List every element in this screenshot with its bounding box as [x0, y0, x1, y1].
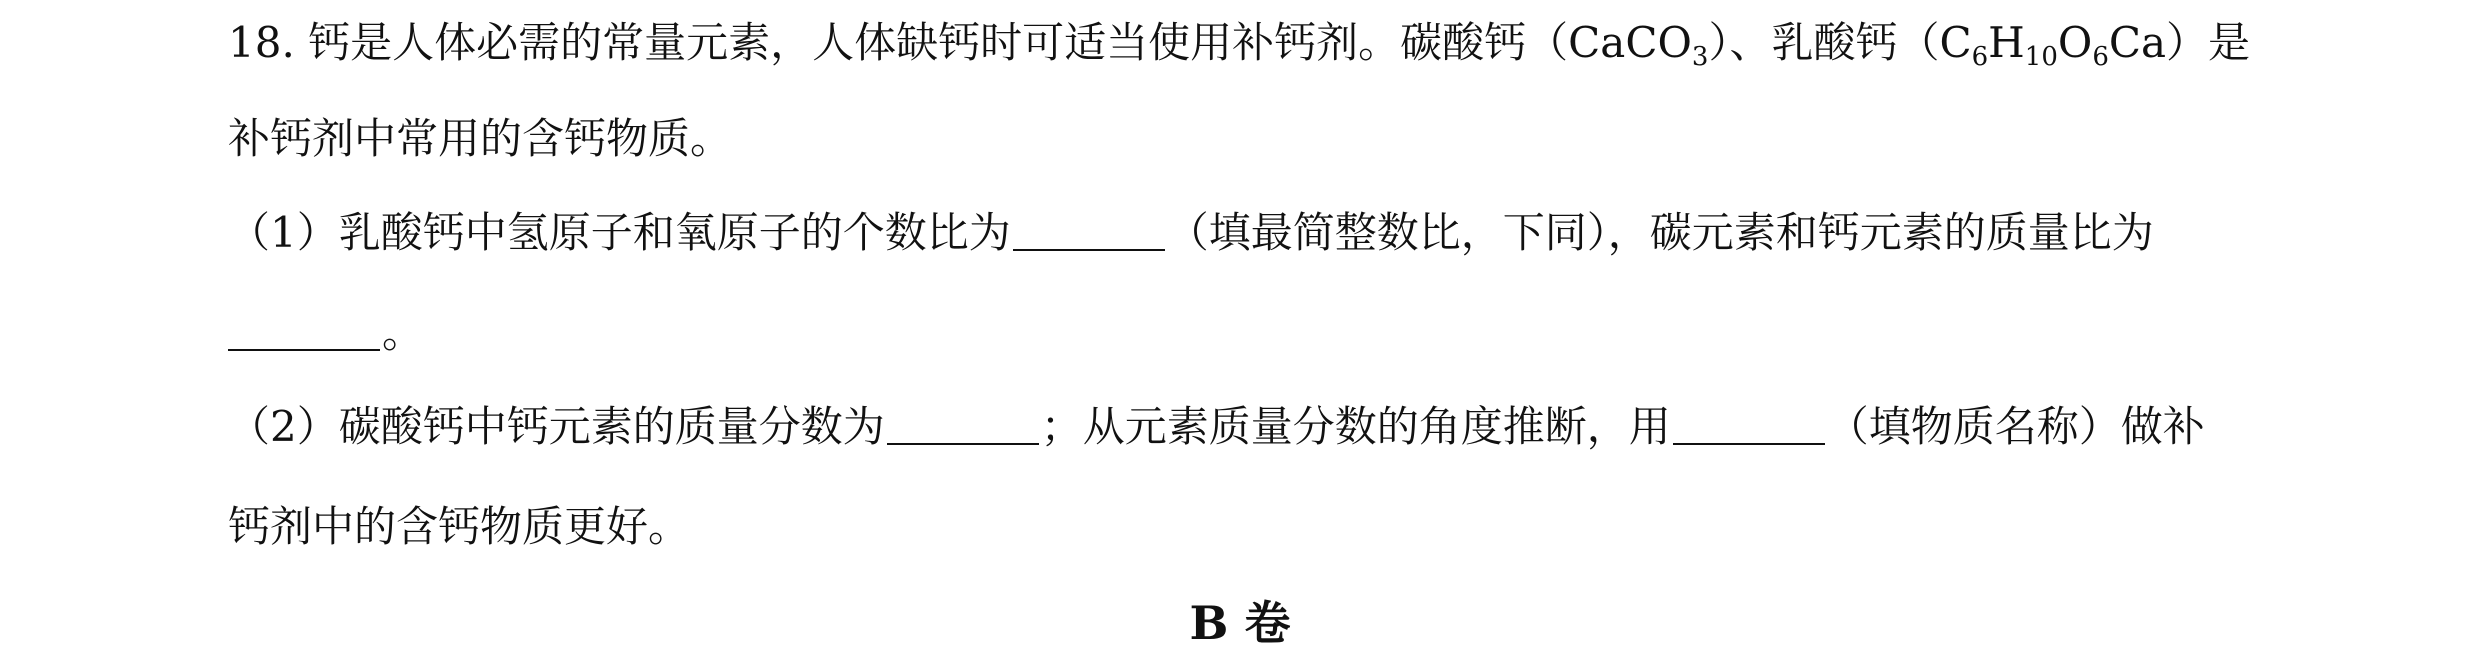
question-number: 18. [228, 18, 295, 67]
question-18-line-1 [228, 18, 2251, 72]
hydrogen-subscript: 10 [2024, 42, 2058, 72]
answer-blank-3[interactable] [887, 409, 1039, 445]
caco3-subscript: 3 [1691, 42, 1709, 72]
sub-question-1-text-part2: （填最简整数比，下同），碳元素和钙元素的质量比为 [1166, 208, 2154, 257]
sub-question-1-end: 。 [382, 308, 425, 357]
sub-question-2-line-1 [228, 402, 2205, 451]
sub-question-1-text-part1: （1）乳酸钙中氢原子和氧原子的个数比为 [228, 208, 1011, 257]
carbon-subscript: 6 [1971, 42, 1989, 72]
question-18-line-2: 补钙剂中常用的含钙物质。 [228, 114, 733, 163]
intro-text-part1: 钙是人体必需的常量元素，人体缺钙时可适当使用补钙剂。碳酸钙（CaCO [308, 18, 1692, 67]
hydrogen-letter: H [1988, 18, 2025, 67]
sub-question-1-line-2 [228, 308, 425, 357]
section-title: B 卷 [1189, 596, 1291, 650]
sub-question-2-text-part2: ；从元素质量分数的角度推断，用 [1040, 402, 1671, 451]
intro-text-part3: Ca）是 [2108, 18, 2251, 67]
sub-question-2-text-part3: （填物质名称）做补 [1826, 402, 2205, 451]
intro-text-part2: ）、乳酸钙（C [1708, 18, 1972, 67]
sub-question-2-line-2: 钙剂中的含钙物质更好。 [228, 502, 691, 551]
oxygen-subscript: 6 [2092, 42, 2109, 72]
answer-blank-2[interactable] [228, 315, 380, 351]
sub-question-1-line-1 [228, 208, 2154, 257]
answer-blank-1[interactable] [1013, 215, 1165, 251]
answer-blank-4[interactable] [1673, 409, 1825, 445]
oxygen-letter: O [2057, 18, 2093, 67]
sub-question-2-text-part1: （2）碳酸钙中钙元素的质量分数为 [228, 402, 885, 451]
